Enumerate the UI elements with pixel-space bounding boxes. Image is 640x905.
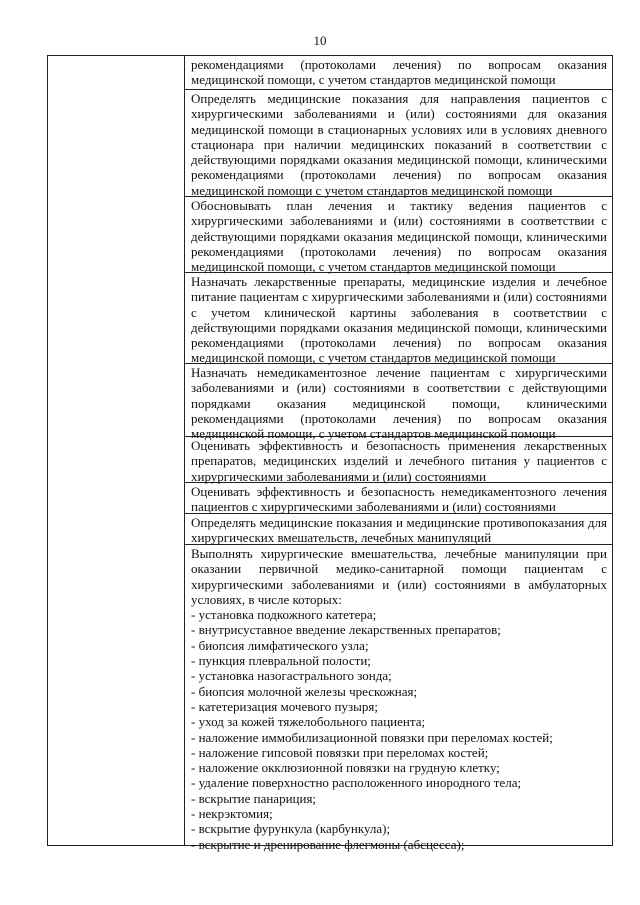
row-text-line: с учетом клинической картины заболевания в соответствии с [191,304,607,320]
table-row [185,273,612,364]
row-text-line: пациентов с хирургическими заболеваниями и (или) состояниями [191,499,556,515]
row-text-line: Определять медицинские показания для направления пациентов с [191,91,607,106]
row-text-line: - наложение гипсовой повязки при переломах костей; [191,744,489,760]
row-text-line: - внутрисуставное введение лекарственных препаратов; [191,622,501,638]
row-text-line: медицинской помощи, с учетом стандартов медицинской помощи [191,72,556,88]
row-text-line: медицинской помощи в стационарных условиях или в условиях дневного [191,121,607,137]
row-text-line: - биопсия молочной железы чрескожная; [191,683,418,699]
row-text-line: хирургическими заболеваниями и (или) состояниями для оказания [191,106,607,122]
row-text-line: рекомендациями (протоколами лечения) по вопросам оказания [191,243,607,259]
row-text-line: препаратов, медицинских изделий и лечебного питания у пациентов с [191,453,607,469]
row-text-line: действующими порядками оказания медицинской помощи, клиническими [191,152,607,168]
page-number: 10 [313,33,327,48]
row-text-line: Определять медицинские показания и медицинские противопоказания для [191,515,607,530]
table-row [185,364,612,442]
row-text-line: - вскрытие панариция; [191,790,317,806]
row-text-line: хирургическими заболеваниями и (или) состояниями в соответствии с [191,213,607,229]
row-text-line: хирургическими заболеваниями и (или) состояниями в амбулаторных [191,576,607,592]
row-text-line: Выполнять хирургические вмешательства, лечебные манипуляции при [191,546,607,561]
row-text-line: действующими порядками оказания медицинской помощи, клиническими [191,319,607,335]
row-text-line: Назначать лекарственные препараты, медицинские изделия и лечебное [191,274,607,289]
row-text-line: - вскрытие фурункула (карбункула); [191,821,391,837]
row-text-line: - установка подкожного катетера; [191,607,377,623]
competency-table [47,55,613,852]
table-row [185,90,612,197]
row-text-line: - наложение окклюзионной повязки на грудную клетку; [191,760,500,776]
row-text-line: рекомендациями (протоколами лечения) по вопросам оказания [191,335,607,351]
table-right-column [185,56,612,852]
row-text-line: - некрэктомия; [191,806,273,822]
table-row [185,56,612,90]
row-text-line: - катетеризация мочевого пузыря; [191,698,378,714]
row-text-line: заболеваниями и (или) состояниями в соответствии с действующими [191,380,607,396]
row-text-line: Назначать немедикаментозное лечение пациентам с хирургическими [191,365,607,380]
row-text-line: действующими порядками оказания медицинской помощи, клиническими [191,228,607,244]
row-text-line: питание пациентам с хирургическими заболеваниями и (или) состояниями [191,289,607,305]
row-text-line: Обосновывать план лечения и тактику ведения пациентов с [191,198,607,213]
row-text-line: порядками оказания медицинской помощи, клиническими [191,395,607,411]
row-text-line: рекомендациями (протоколами лечения) по вопросам оказания [191,167,607,183]
row-text-line: - уход за кожей тяжелобольного пациента; [191,714,426,730]
row-text-line: - вскрытие и дренирование флегмоны (абсцесса); [191,836,465,852]
row-text-line: условиях, в числе которых: [191,591,342,607]
table-row [185,545,612,852]
row-text-line: оказании первичной медико-санитарной помощи пациентам с [191,561,607,577]
row-text-line: Оценивать эффективность и безопасность немедикаментозного лечения [191,484,607,499]
table-row [185,437,612,483]
row-text-line: медицинской помощи с учетом стандартов медицинской помощи [191,182,553,198]
table-row [185,514,612,545]
row-text-line: - удаление поверхностно расположенного инородного тела; [191,775,522,791]
row-text-line: стационара при наличии медицинских показаний в соответствии с [191,136,607,152]
row-text-line: - пункция плевральной полости; [191,653,371,669]
row-text-line: - установка назогастрального зонда; [191,668,392,684]
row-text-line: медицинской помощи, с учетом стандартов медицинской помощи [191,259,556,275]
row-text-line: рекомендациями (протоколами лечения) по вопросам оказания [191,410,607,426]
table-row [185,483,612,514]
row-text-line: Оценивать эффективность и безопасность применения лекарственных [191,438,607,453]
row-text-line: - биопсия лимфатического узла; [191,637,369,653]
table-row [185,197,612,273]
row-text-line: хирургических вмешательств, лечебных манипуляций [191,530,492,546]
row-text-line: рекомендациями (протоколами лечения) по вопросам оказания [191,57,607,72]
table-left-column [48,56,185,845]
row-text-line: медицинской помощи, с учетом стандартов медицинской помощи [191,426,556,442]
row-text-line: медицинской помощи, с учетом стандартов медицинской помощи [191,350,556,366]
row-text-line: хирургическими заболеваниями и (или) состояниями [191,468,487,484]
row-text-line: - наложение иммобилизационной повязки при переломах костей; [191,729,553,745]
